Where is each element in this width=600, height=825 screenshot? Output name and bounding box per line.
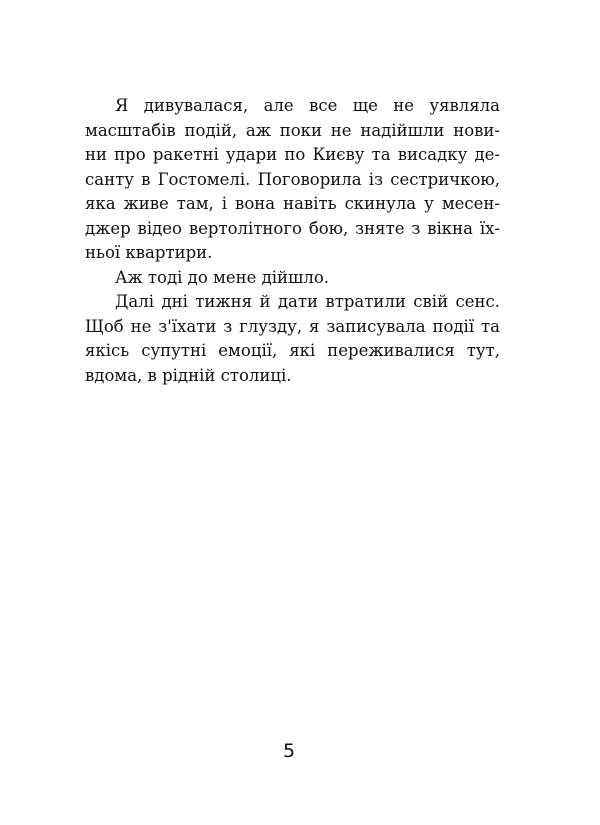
paragraph-1-line-6: джер відео вертолітного бою, зняте з вікна їх-	[85, 218, 500, 238]
paragraph-1-line-1: Я дивувалася, але все ще не уявляла	[115, 96, 500, 115]
body-text	[85, 94, 500, 388]
page-number: 5	[282, 740, 296, 762]
paragraph-1-line-2: масштабів подій, аж поки не надійшли нови-	[85, 120, 500, 140]
paragraph-1-line-7: ньої квартири.	[85, 243, 213, 262]
paragraph-1-line-5: яка живе там, і вона навіть скинула у месен-	[85, 194, 500, 213]
paragraph-3-line-4: вдома, в рідній столиці.	[85, 365, 292, 385]
paragraph-3-line-2: Щоб не з'їхати з глузду, я записувала події та	[85, 316, 500, 336]
paragraph-3-line-3: якісь супутні емоції, які переживалися тут,	[85, 341, 500, 360]
paragraph-1-line-4: санту в Гостомелі. Поговорила із сестричкою,	[85, 169, 500, 189]
paragraph-3-line-1: Далі дні тижня й дати втратили свій сенс.	[115, 292, 500, 311]
paragraph-1-line-3: ни про ракетні удари по Києву та висадку де-	[85, 145, 500, 164]
paragraph-2-line-1: Аж тоді до мене дійшло.	[115, 267, 330, 287]
